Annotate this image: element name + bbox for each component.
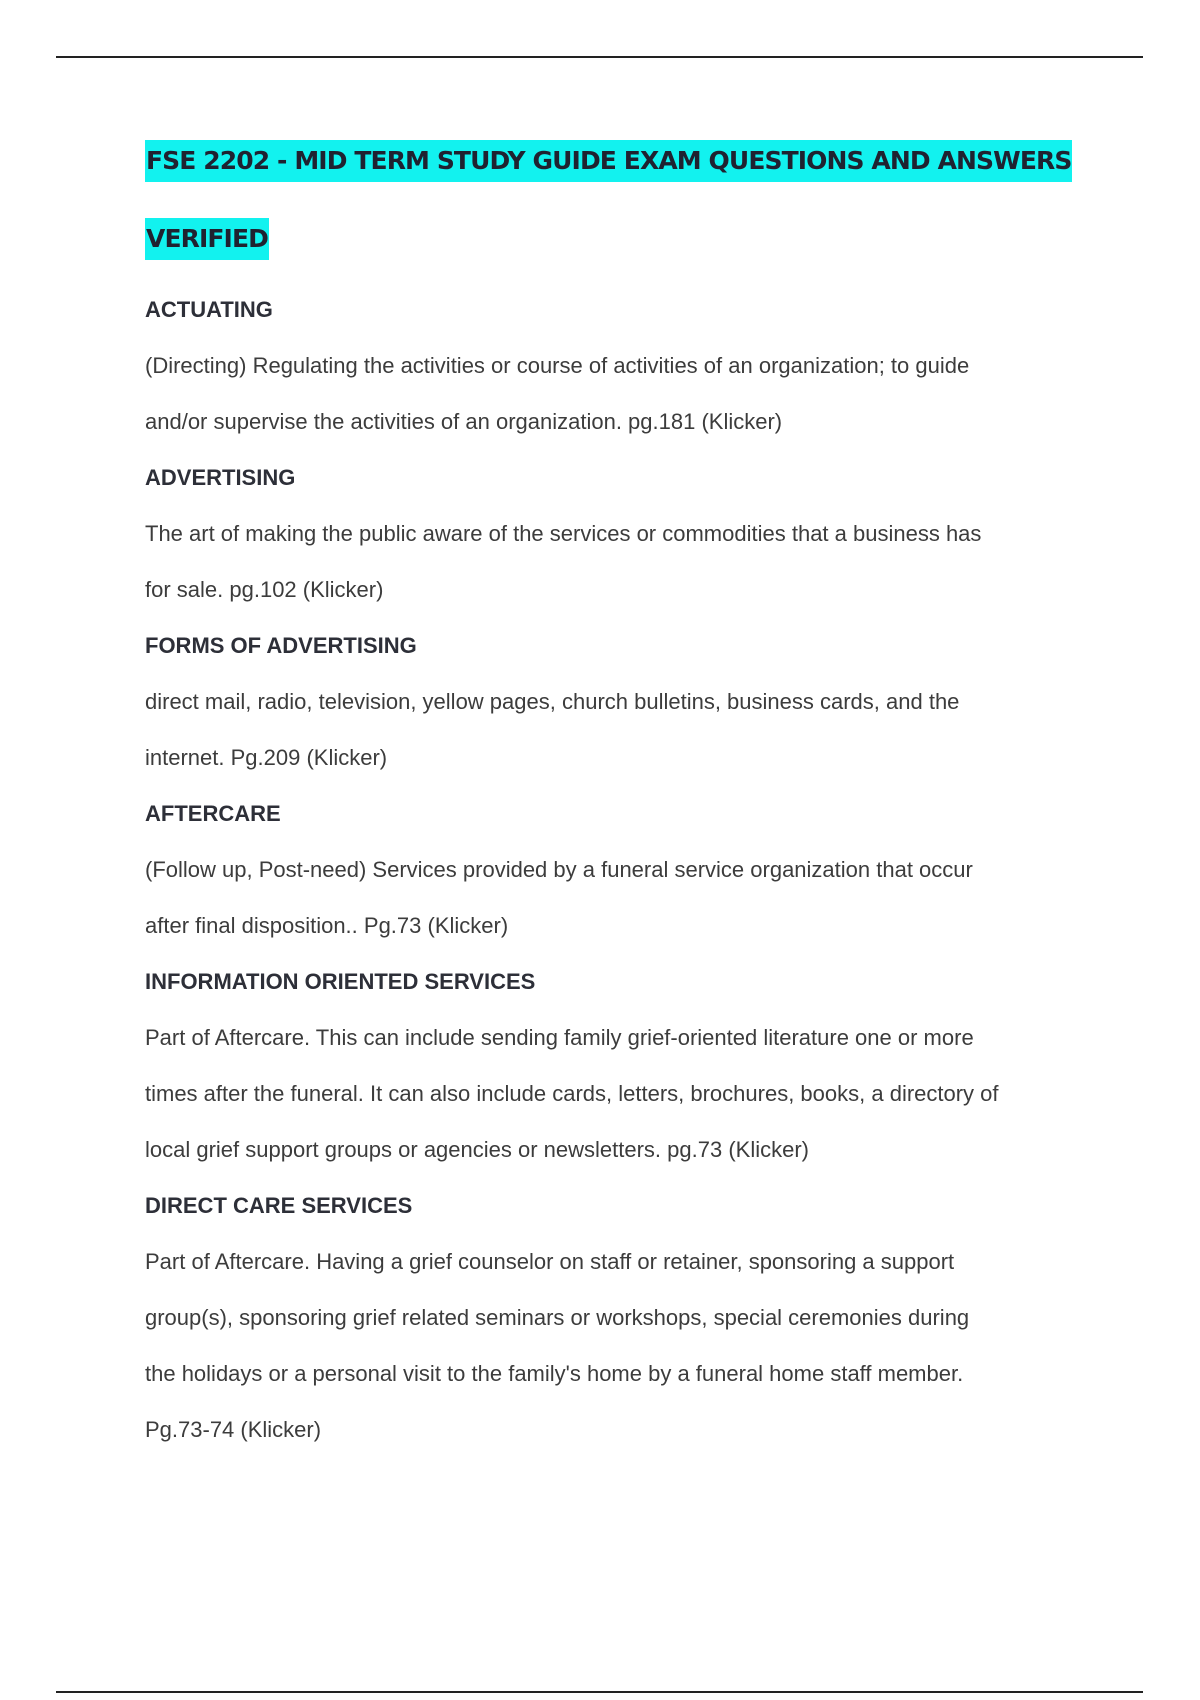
document-title-line-1: FSE 2202 - MID TERM STUDY GUIDE EXAM QUESTIONS AND ANSWERS — [145, 140, 1072, 182]
entry-term: DIRECT CARE SERVICES — [145, 1193, 413, 1218]
entry-definition — [145, 842, 1085, 954]
definition-line: Pg.73-74 (Klicker) — [145, 1417, 322, 1442]
definition-line: and/or supervise the activities of an organization. pg.181 (Klicker) — [145, 409, 783, 434]
definition-line: Part of Aftercare. This can include sending family grief-oriented literature one or more — [145, 1025, 974, 1050]
entry-definition — [145, 674, 1085, 786]
definition-line: after final disposition.. Pg.73 (Klicker) — [145, 913, 509, 938]
definition-line: for sale. pg.102 (Klicker) — [145, 577, 384, 602]
glossary-entry-advertising — [145, 450, 1085, 618]
definition-line: (Follow up, Post-need) Services provided by a funeral service organization that occur — [145, 857, 973, 882]
glossary-entry-aftercare — [145, 786, 1085, 954]
definition-line: the holidays or a personal visit to the family's home by a funeral home staff member. — [145, 1361, 964, 1386]
definition-line: internet. Pg.209 (Klicker) — [145, 745, 388, 770]
entry-definition — [145, 1234, 1085, 1458]
entry-term: AFTERCARE — [145, 801, 281, 826]
entry-definition — [145, 1010, 1085, 1178]
entry-definition — [145, 506, 1085, 618]
title-line-1-wrap — [145, 140, 1085, 218]
entry-term: ACTUATING — [145, 297, 273, 322]
definition-line: direct mail, radio, television, yellow pages, church bulletins, business cards, and the — [145, 689, 960, 714]
document-title-line-2: VERIFIED — [145, 218, 269, 260]
entry-definition — [145, 338, 1085, 450]
glossary-entry-actuating — [145, 282, 1085, 450]
definition-line: The art of making the public aware of the services or commodities that a business has — [145, 521, 982, 546]
glossary-entry-direct-care-services — [145, 1178, 1085, 1458]
title-line-2-wrap — [145, 218, 1085, 282]
definition-line: local grief support groups or agencies or newsletters. pg.73 (Klicker) — [145, 1137, 809, 1162]
document-body — [145, 140, 1085, 1458]
bottom-rule — [56, 1691, 1143, 1693]
definition-line: times after the funeral. It can also include cards, letters, brochures, books, a directory of — [145, 1081, 999, 1106]
entry-term: ADVERTISING — [145, 465, 296, 490]
glossary-entry-information-oriented-services — [145, 954, 1085, 1178]
top-rule — [56, 56, 1143, 58]
definition-line: (Directing) Regulating the activities or course of activities of an organization; to guide — [145, 353, 970, 378]
definition-line: group(s), sponsoring grief related seminars or workshops, special ceremonies during — [145, 1305, 970, 1330]
definition-line: Part of Aftercare. Having a grief counselor on staff or retainer, sponsoring a support — [145, 1249, 955, 1274]
glossary-entry-forms-of-advertising — [145, 618, 1085, 786]
entry-term: INFORMATION ORIENTED SERVICES — [145, 969, 536, 994]
entry-term: FORMS OF ADVERTISING — [145, 633, 417, 658]
